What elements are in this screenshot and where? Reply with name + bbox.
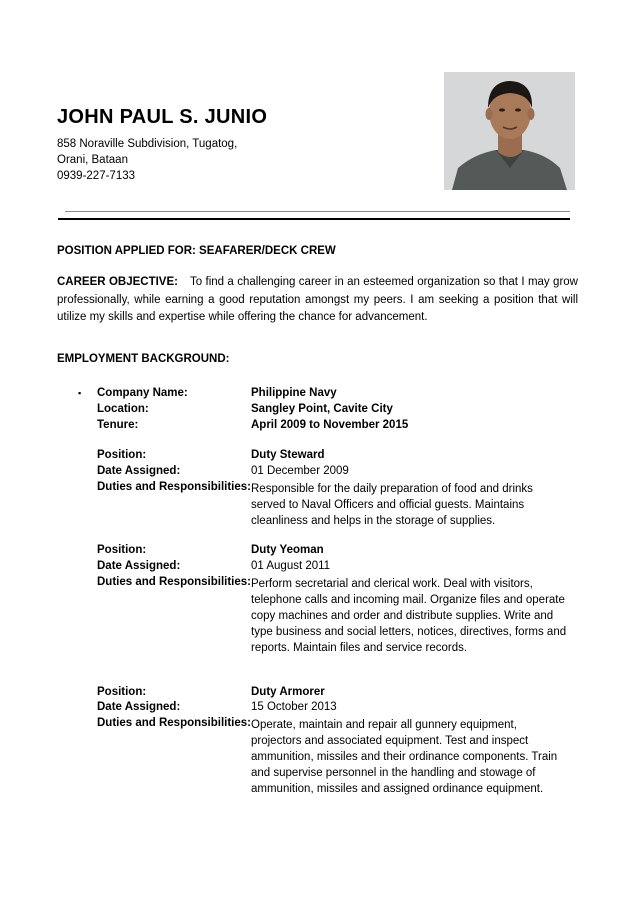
- duties-label: Duties and Responsibilities:: [97, 576, 251, 588]
- duty-line: telephone calls and incoming mail. Organize files and operate: [251, 594, 565, 606]
- duty-line: type business and social letters, notices, directives, forms and: [251, 626, 567, 638]
- duty-line: Responsible for the daily preparation of food and drinks: [251, 483, 533, 495]
- date-assigned-label: Date Assigned:: [97, 465, 181, 477]
- duties-text: [251, 717, 581, 797]
- date-assigned-value: 01 August 2011: [251, 560, 331, 572]
- duties-label: Duties and Responsibilities:: [97, 481, 251, 493]
- duty-line: reports. Maintain files and service records.: [251, 642, 468, 654]
- header-divider-thin: [65, 211, 570, 212]
- duty-line: and supervise personnel in the handling and stowage of: [251, 767, 536, 779]
- duty-line: projectors and associated equipment. Test and inspect: [251, 735, 529, 747]
- position-label: Position:: [97, 449, 147, 461]
- career-objective-label: CAREER OBJECTIVE:: [57, 276, 178, 288]
- contact-block: [57, 136, 237, 184]
- header-divider-thick: [58, 218, 570, 220]
- date-assigned-label: Date Assigned:: [97, 701, 181, 713]
- company-value: Philippine Navy: [251, 387, 337, 399]
- duties-text: [251, 576, 581, 656]
- duty-line: Perform secretarial and clerical work. Deal with visitors,: [251, 578, 533, 590]
- date-assigned-value: 01 December 2009: [251, 465, 349, 477]
- duty-line: cleanliness and helps in the storage of supplies.: [251, 515, 496, 527]
- duty-line: Operate, maintain and repair all gunnery equipment,: [251, 719, 517, 731]
- applicant-name: JOHN PAUL S. JUNIO: [57, 106, 268, 128]
- duty-line: served to Naval Officers and official guests. Maintains: [251, 499, 525, 511]
- career-objective-text: To find a challenging career in an esteemed organization so that I may grow professionally, while earning a good reputation amongst my peers. I am seeking a position that will utilize my skills and expertise while offering the chance for advancement.: [57, 276, 578, 323]
- date-assigned-label: Date Assigned:: [97, 560, 181, 572]
- phone-number: 0939-227-7133: [57, 170, 136, 182]
- position-value: Duty Yeoman: [251, 544, 324, 556]
- position-value: Duty Armorer: [251, 686, 325, 698]
- duties-text: [251, 481, 581, 529]
- tenure-label: Tenure:: [97, 419, 139, 431]
- address-line-1: 858 Noraville Subdivision, Tugatog,: [57, 138, 238, 150]
- position-label: Position:: [97, 544, 147, 556]
- duty-line: ammunition, missiles and assigned ordinance equipment.: [251, 783, 544, 795]
- duty-line: ammunition, missiles and their ordinance components. Train: [251, 751, 558, 763]
- position-value: Duty Steward: [251, 449, 325, 461]
- address-line-2: Orani, Bataan: [57, 154, 128, 166]
- date-assigned-value: 15 October 2013: [251, 701, 337, 713]
- duties-label: Duties and Responsibilities:: [97, 717, 251, 729]
- position-applied: POSITION APPLIED FOR: SEAFARER/DECK CREW: [57, 245, 336, 257]
- tenure-value: April 2009 to November 2015: [251, 419, 409, 431]
- location-label: Location:: [97, 403, 149, 415]
- duty-line: copy machines and order and distribute supplies. Write and: [251, 610, 554, 622]
- location-value: Sangley Point, Cavite City: [251, 403, 393, 415]
- square-bullet-icon: ▪: [78, 388, 82, 398]
- career-objective: [57, 274, 578, 327]
- position-label: Position:: [97, 686, 147, 698]
- applicant-photo: [444, 72, 575, 190]
- company-label: Company Name:: [97, 387, 188, 399]
- employment-background-heading: EMPLOYMENT BACKGROUND:: [57, 353, 230, 365]
